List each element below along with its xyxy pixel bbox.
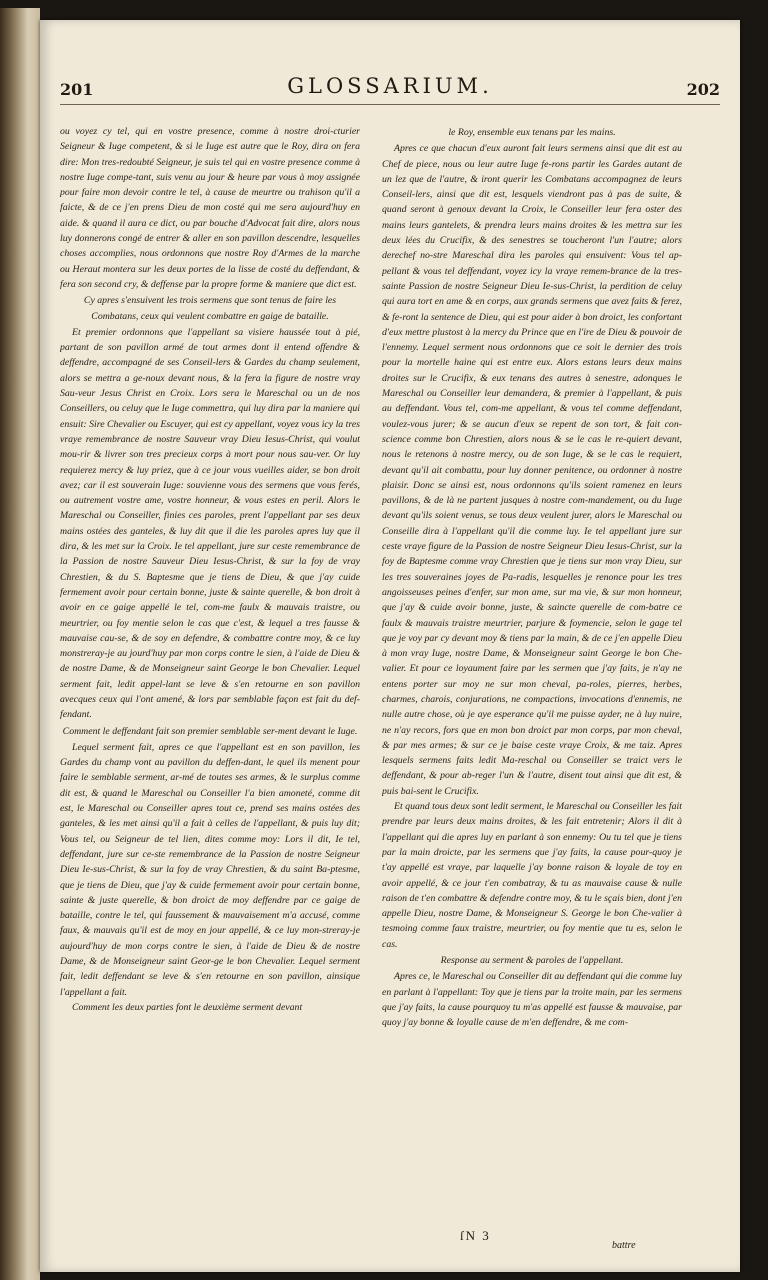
page-header [60,74,720,104]
running-title: GLOSSARIUM. [287,74,493,98]
paragraph: ou voyez cy tel, qui en vostre presence, comme à nostre droi-cturier Seigneur & Iuge competent, & si le Iuge est autre que le Roy, dira on fera dire: Mon tres-redoubté Seigneur, je suis tel qui en vostre presence comme à nostre Iuge compe-tant, suis venu au jour & heure par vous à moy assignée pour faire mon devoir contre le tel, à cause de meurtre ou trahison qu'il a faicte, & de ce j'en prens Dieu de mon costé qui me sera aujourd'huy en aide. & quand il aura ce dict, ou par bouche d'Advocat fait dire, alors nous luy donnerons congé de entrer & aller en son pavillon descendre, lesquelles choses accomplies, nous ordonnons que nostre Roy d'Armes de la marche ou Heraut montera sur les deux portes de la lisse de costé du deffendant, & fera son second cry, & deffense par la propre forme & maniere que dict est. [60,126,360,290]
header-rule [60,104,720,105]
right-column [382,124,682,1266]
left-column [60,124,360,1266]
catchword: battre [612,1240,636,1251]
book-page [40,20,740,1272]
paragraph: Comment les deux parties font le deuxième serment devant [72,1001,303,1013]
page-number-right: 202 [686,80,720,99]
paragraph: Lequel serment fait, apres ce que l'appellant est en son pavillon, les Gardes du champ vont au pavillon du deffen-dant, le quel ils menent pour faire le semblable serment, ar-mé de toutes ses armes, & le surplus comme dit est, & quand le Mareschal ou Conseiller l'a bien amoneté, comme dit est, le Mareschal ou Conseiller apres tout ce, prend ses mains ostées des ganteles, & les met ainsi qu'il a fait à celles de l'appellant, & puis luy dit; Vous tel, ou Seigneur de tel lien, dites comme moy: Lors il dit, Ie tel, deffendant, jure sur ce-ste remembrance de la Passion de nostre Seigneur Dieu Ie-sus-Christ, & sur la foy de vray Chrestien, & du saint Ba-ptesme, que je tiens de Dieu, que j'ay & cuide fermement avoir pour certain bonne, sainte & juste querelle, & bon droict de moy deffendre par ce gaige de bataille, contre le tel, qui faussement & mauvaisement m'a accusé, comme faux, & mauvais qu'il est de moy en jour appellé, & ce luy mon-streray-je aujourd'huy de mon corps contre le sien, à l'aide de Dieu & de nostre Dame, & de Monseigneur saint Geor-ge le bon Chevalier. Lequel serment fait, ledit deffendant se leve & s'en retourne en son pavillon, ainsique l'appellant a fait. [60,741,360,998]
signature-mark: ſN 3 [460,1228,491,1243]
previous-page-edge [0,8,40,1280]
paragraph: Apres ce que chacun d'eux auront fait leurs sermens ainsi que dit est au Chef de piece, nous ou leur autre Iuge fe-rons partir les Gardes autant de un lez que de l'autre, & iront querir les Combatans accompagnez de leurs Conseil-lers, ainsi que dit est, lesquels viendront pas à pas de suite, & quand seront à genoux devant la Croix, le Conseiller leur fera oster des mains leurs gantelets, & prendra leurs mains droites & les mettra sur les deux lées du Crucifix, & des senestres se toucheront l'un l'autre; alors derechef no-stre Mareschal dira les paroles qui ensuivent: Vous tel ap-pellant & vous tel deffendant, voyez icy la vraye remem-brance de la tres-sainte Passion de nostre Seigneur Dieu Ie-sus-Christ, la perdition de celuy qui aura tort en ame & en corps, aux grands sermens que avez faits & ferez, & fe-ront la sentence de Dieu, qui est pour aider à bon droict, les confortant d'eux mettre plustost à la mercy du Prince que en l'ire de Dieu & pouvoir de l'ennemy. Lequel serment nous ordonnons que ce soit le dernier des trois pour la mortelle haine qui est entre eux. Alors estans leurs deux mains droites sur le Crucifix, & eux tenans des autres à senestre, adonques le Mareschal ou Conseiller leur demandera, & premier à l'appellant, & puis au deffendant. Vous tel, com-me appellant, & vous tel comme deffendant, voulez-vous jurer; & se aucun d'eux se repent de son tort, & fait con-science comme bon Chrestien, alors nous & se le cas le re-quiert devant, nous le retenons à nostre mercy, ou de son Iuge, & se le cas le requiert, devant qu'il ait combattu, pour luy donner penitence, ou ordonner à nostre plaisir. Donc se ainsi est, nous ordonnons qu'ils soient ramenez en leurs pavillons, & de là ne partent jusques à nostre com-mandement, ou du Iuge devant qu'ils soient venus, se tous deux veulent jurer, alors le Mareschal ou Conseille dira à l'appellant qu'il die comme luy. Ie tel appellant jure sur ceste vraye figure de la Passion de nostre Seigneur Dieu Iesus-Christ, sur la foy de Baptesme comme vray Chrestien que je tiens sur mon vray Dieu, sur les tres souveraines joyes de Pa-radis, lesquelles je renonce pour les tres angoisseuses peines d'enfer, sur mon ame, sur ma vie, & sur mon honneur, que j'ay & cuide avoir bonne, juste, & saincte querelle de com-batre ce faulx & mauvais traistre meurtrier, parjure & foymencie, selon le gage tel que je voy par cy devant moy & tiens par la main, & de ce j'en appelle Dieu à mon vray Iuge, nostre Dame, & Monseigneur saint George le bon Che-valier. Et pour ce loyaument faire par les sermen que j'ay faits, je n'ay ne entens porter sur moy ne sur mon cheval, pa-roles, pierres, herbes, charmes, charois, conjurations, ne compactions, invocations d'ennemis, ne nulle autre chose, où je aye esperance qu'il me puisse ayder, ne à luy nuire, ne n'ay recors, fors que en mon bon droict par mon corps, par mon cheval, & par mes armes; & sur ce je baise ceste vraye Croix, & me taiz. Apres lesquels sermens faits ledit Ma-reschal ou Conseiller se traict vers le deffendant, & pour ab-reger l'un & l'autre, disent tout ainsi que dit est, & puis bai-sent le Crucifix. [382,143,682,797]
page-number-left: 201 [60,80,94,99]
section-heading: Cy apres s'ensuivent les trois sermens que sont tenus de faire les Combatans, ceux qui veulent combattre en gaige de bataille. [83,295,337,322]
section-heading: le Roy, ensemble eux tenans par les mains. [448,127,616,138]
paragraph: Apres ce, le Mareschal ou Conseiller dit au deffendant qui die comme luy en parlant à l'appellant: Toy que je tiens par la troite main, par les sermens que j'ay faits, la cause pourquoy tu m'as appellé est fausse & mauvaise, par quoy j'ay bonne & loyalle cause de m'en deffendre, & me com- [382,971,682,1029]
section-heading: Comment le deffendant fait son premier semblable ser-ment devant le Iuge. [62,725,358,737]
paragraph: Et premier ordonnons que l'appellant sa visiere haussée tout à pié, partant de son pavillon armé de tout armes dont il entend offendre & deffendre, accompagné de ses Conseil-lers & Gardes du champ seulement, alors se mettra a ge-noux devant nous, & la fera la figure de nostre vray Sau-veur Jesus Christ en Croix. Lors sera le Mareschal ou un de nos Conseillers, ou celuy que le Iuge commettra, qui luy dira par la maniere qui ensuit: Sire Chevalier ou Escuyer, qui est cy appellant, voyez vous icy la tres vraye remembrance de nostre Sauveur vray Dieu Iesus-Christ, qui voulut mou-rir & livrer son tres precieux corps à mort pour nous sau-ver. Or luy requierez mercy & luy priez, que à ce jour vous vueilles aider, se bon droit avez; car il est souverain Iuge: souvienne vous des sermens que vous ferés, ou autrement vostre ame, vostre honneur, & vous estes en peril. Alors le Mareschal ou Conseiller, finies ces paroles, prent l'appellant par ses deux mains ostées des ganteles, & luy dit que il die les paroles apres luy que il dira, & les met sur la Croix. Ie tel appellant, jure sur ceste remembrance de la Passion de nostre Sauveur Dieu Iesus-Christ, & sur la foy de vray Chrestien, & du S. Baptesme que je tiens de Dieu, & que j'ay cuide fermement avoir pour certain bonne, juste & sainte querelle, & bon droit à avoir en ce gaige appellé le tel, com-me faulx & mauvais traistre, ou meurtrier, ou foy mentie selon le cas que c'est, & lequel a tres fausse & mauvaise cau-se, & de soy en defendre, & combattre contre moy, & ce luy monstreray-je au jourd'huy par mon corps contre le sien, à l'aide de Dieu & de nostre Dame, & de Monseigneur saint George le bon Chevalier. Lequel serment fait, ledit appel-lant se leve & s'en retourne en son pavillon avecques ceux qui l'ont amené, & lors par semblable façon est fait du def-fendant. [60,326,360,721]
paragraph: Et quand tous deux sont ledit serment, le Mareschal ou Conseiller les fait prendre par leurs deux mains droites, & les fait entretenir; Alors il dit à l'appellant qui die apres luy en parlant à son ennemy: Ou tu tel que je tiens par la main droicte, par les sermens que j'ay faits, la cause pour-quoy je t'ay appellé est vraye, par laquelle j'ay bonne raison & loyale de toy en avoir appellé, & ce jour t'en combatray, & tu as mauvaise cause & nulle raison de t'en combattre & defendre contre moy, & tu le sçais bien, dont j'en appelle Dieu, nostre Dame, & Monseigneur S. George le bon Che-valier à tesmoing comme faux traistre, meurtrier, ou foy mentie que tu es, selon le cas. [382,801,682,950]
section-heading: Response au serment & paroles de l'appellant. [440,955,624,967]
